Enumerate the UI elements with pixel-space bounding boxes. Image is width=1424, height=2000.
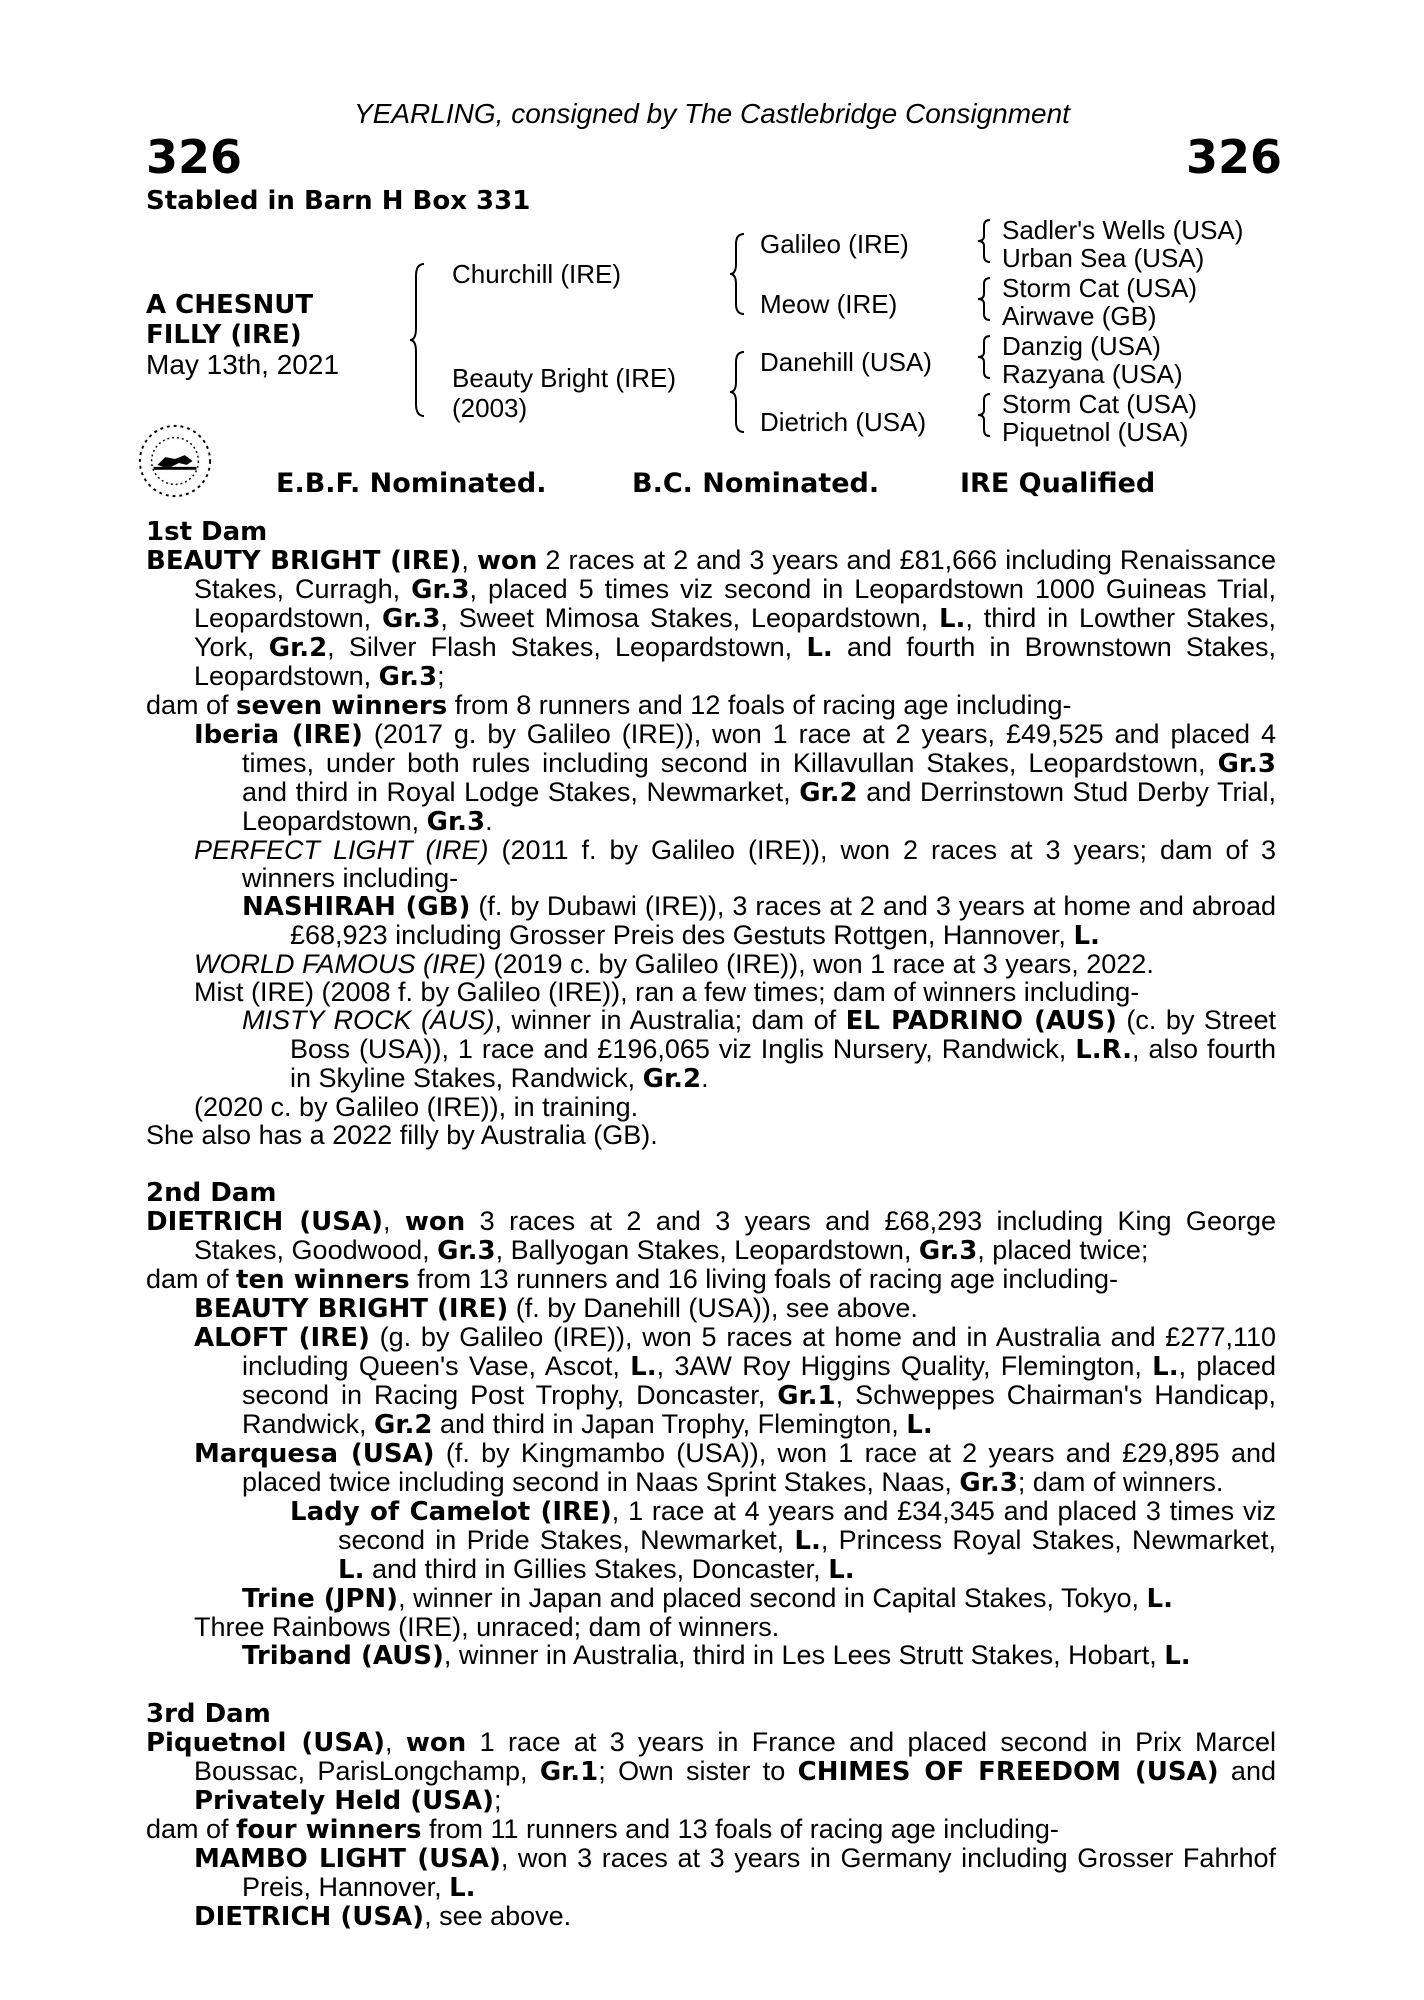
horse-description (146, 290, 339, 380)
pedigree-ddd: Piquetnol (USA) (1002, 417, 1189, 447)
horse-name-line2: FILLY (IRE) (146, 320, 302, 350)
pedigree-sire: Churchill (IRE) (452, 259, 622, 289)
third-dam-record: Piquetnol (USA), won 1 race at 3 years in France and placed second in Prix Marcel Boussac, ParisLongchamp, Gr.1; Own sister to CHIMES OF FREEDOM (USA) and Privately Held (USA); (146, 1727, 1276, 1816)
produce-mambo-light: MAMBO LIGHT (USA), won 3 races at 3 years in Germany including Grosser Fahrhof Preis, Hannover, L. (194, 1843, 1276, 1903)
consignment-header: YEARLING, consigned by The Castlebridge Consignment (354, 98, 1070, 129)
horse-dob: May 13th, 2021 (146, 349, 340, 380)
lot-number-right: 326 (1185, 130, 1282, 184)
produce-lady-of-camelot: Lady of Camelot (IRE), 1 race at 4 years and £34,345 and placed 3 times viz second in Pride Stakes, Newmarket, L., Princess Royal Stakes, Newmarket, L. and third in Gillies Stakes, Doncaster, L. (290, 1496, 1276, 1585)
produce-nashirah: NASHIRAH (GB) (f. by Dubawi (IRE)), 3 races at 2 and 3 years at home and abroad £68,923 including Grosser Preis des Gestuts Rottgen, Hannover, L. (242, 891, 1276, 951)
third-dam-produce-summary: dam of four winners from 11 runners and 13 foals of racing age including- (146, 1814, 1059, 1845)
pedigree-dss: Danzig (USA) (1002, 331, 1161, 361)
pedigree-brace-dd (976, 392, 994, 438)
produce-three-rainbows: Three Rainbows (IRE), unraced; dam of winners. (194, 1612, 780, 1642)
first-dam-record: BEAUTY BRIGHT (IRE), won 2 races at 2 and 3 years and £81,666 including Renaissance Stakes, Curragh, Gr.3, placed 5 times viz second in Leopardstown 1000 Guineas Trial, Leopardstown, Gr.3, Sweet Mimosa Stakes, Leopardstown, L., third in Lowther Stakes, York, Gr.2, Silver Flash Stakes, Leopardstown, L. and fourth in Brownstown Stakes, Leopardstown, Gr.3; (146, 545, 1276, 692)
produce-dietrich: DIETRICH (USA), see above. (194, 1901, 572, 1932)
pedigree-ssd: Urban Sea (USA) (1002, 243, 1205, 273)
ire-qualified: IRE Qualified (960, 468, 1156, 499)
ebf-nominated: E.B.F. Nominated. (276, 468, 547, 499)
produce-marquesa: Marquesa (USA) (f. by Kingmambo (USA)), won 1 race at 2 years and £29,895 and placed twice including second in Naas Sprint Stakes, Naas, Gr.3; dam of winners. (194, 1438, 1277, 1498)
pedigree-brace-ss (976, 218, 994, 264)
produce-trine: Trine (JPN), winner in Japan and placed second in Capital Stakes, Tokyo, L. (242, 1583, 1173, 1614)
produce-beauty-bright: BEAUTY BRIGHT (IRE) (f. by Danehill (USA)), see above. (194, 1293, 918, 1324)
pedigree-dds: Storm Cat (USA) (1002, 389, 1198, 419)
first-dam-produce-summary: dam of seven winners from 8 runners and 12 foals of racing age including- (146, 690, 1072, 721)
pedigree-dam-year: (2003) (452, 393, 528, 423)
lot-number-left: 326 (146, 130, 243, 184)
pedigree-brace-gen1 (408, 262, 428, 418)
pedigree-sds: Storm Cat (USA) (1002, 273, 1198, 303)
pedigree-sdd: Airwave (GB) (1002, 301, 1157, 331)
stabling-info: Stabled in Barn H Box 331 (146, 186, 531, 216)
produce-misty-rock: MISTY ROCK (AUS), winner in Australia; dam of EL PADRINO (AUS) (c. by Street Boss (USA)), 1 race and £196,065 viz Inglis Nursery, Randwick, L.R., also fourth in Skyline Stakes, Randwick, Gr.2. (242, 1005, 1277, 1094)
ebf-stamp-icon (136, 422, 214, 500)
second-dam-heading: 2nd Dam (146, 1178, 277, 1208)
pedigree-brace-dam (728, 350, 748, 434)
second-dam-record: DIETRICH (USA), won 3 races at 2 and 3 years and £68,293 including King George Stakes, Goodwood, Gr.3, Ballyogan Stakes, Leopardstown, Gr.3, placed twice; (146, 1206, 1276, 1266)
produce-iberia: Iberia (IRE) (2017 g. by Galileo (IRE)), won 1 race at 2 years, £49,525 and placed 4 times, under both rules including second in Killavullan Stakes, Leopardstown, Gr.3 and third in Royal Lodge Stakes, Newmarket, Gr.2 and Derrinstown Stud Derby Trial, Leopardstown, Gr.3. (194, 719, 1276, 837)
pedigree-brace-ds (976, 334, 994, 380)
horse-name-line1: A CHESNUT (146, 290, 314, 320)
produce-triband: Triband (AUS), winner in Australia, third in Les Lees Strutt Stakes, Hobart, L. (242, 1640, 1191, 1671)
pedigree-brace-sire (728, 232, 748, 316)
produce-mist: Mist (IRE) (2008 f. by Galileo (IRE)), ran a few times; dam of winners including- (194, 977, 1140, 1007)
produce-perfect-light: PERFECT LIGHT (IRE) (2011 f. by Galileo (IRE)), won 2 races at 3 years; dam of 3 winners including- (194, 835, 1277, 893)
pedigree-dsd: Razyana (USA) (1002, 359, 1183, 389)
third-dam-heading: 3rd Dam (146, 1699, 271, 1729)
catalogue-content (146, 518, 1276, 1931)
pedigree-sss: Sadler's Wells (USA) (1002, 215, 1244, 245)
pedigree-sire-sire: Galileo (IRE) (760, 229, 909, 259)
produce-world-famous: WORLD FAMOUS (IRE) (2019 c. by Galileo (IRE)), won 1 race at 3 years, 2022. (194, 949, 1154, 979)
pedigree-dam: Beauty Bright (IRE) (452, 363, 676, 393)
pedigree-dam-sire: Danehill (USA) (760, 347, 932, 377)
bc-nominated: B.C. Nominated. (632, 468, 880, 499)
pedigree-dam-dam: Dietrich (USA) (760, 407, 927, 437)
produce-2022-filly: She also has a 2022 filly by Australia (GB). (146, 1120, 658, 1150)
pedigree-sire-dam: Meow (IRE) (760, 289, 898, 319)
second-dam-produce-summary: dam of ten winners from 13 runners and 16 living foals of racing age including- (146, 1264, 1118, 1295)
first-dam-heading: 1st Dam (146, 517, 268, 547)
pedigree-brace-sd (976, 276, 994, 322)
produce-aloft: ALOFT (IRE) (g. by Galileo (IRE)), won 5 races at home and in Australia and £277,110 including Queen's Vase, Ascot, L., 3AW Roy Higgins Quality, Flemington, L., placed second in Racing Post Trophy, Doncaster, Gr.1, Schweppes Chairman's Handicap, Randwick, Gr.2 and third in Japan Trophy, Flemington, L. (194, 1322, 1277, 1440)
produce-2020-colt: (2020 c. by Galileo (IRE)), in training. (194, 1092, 639, 1122)
